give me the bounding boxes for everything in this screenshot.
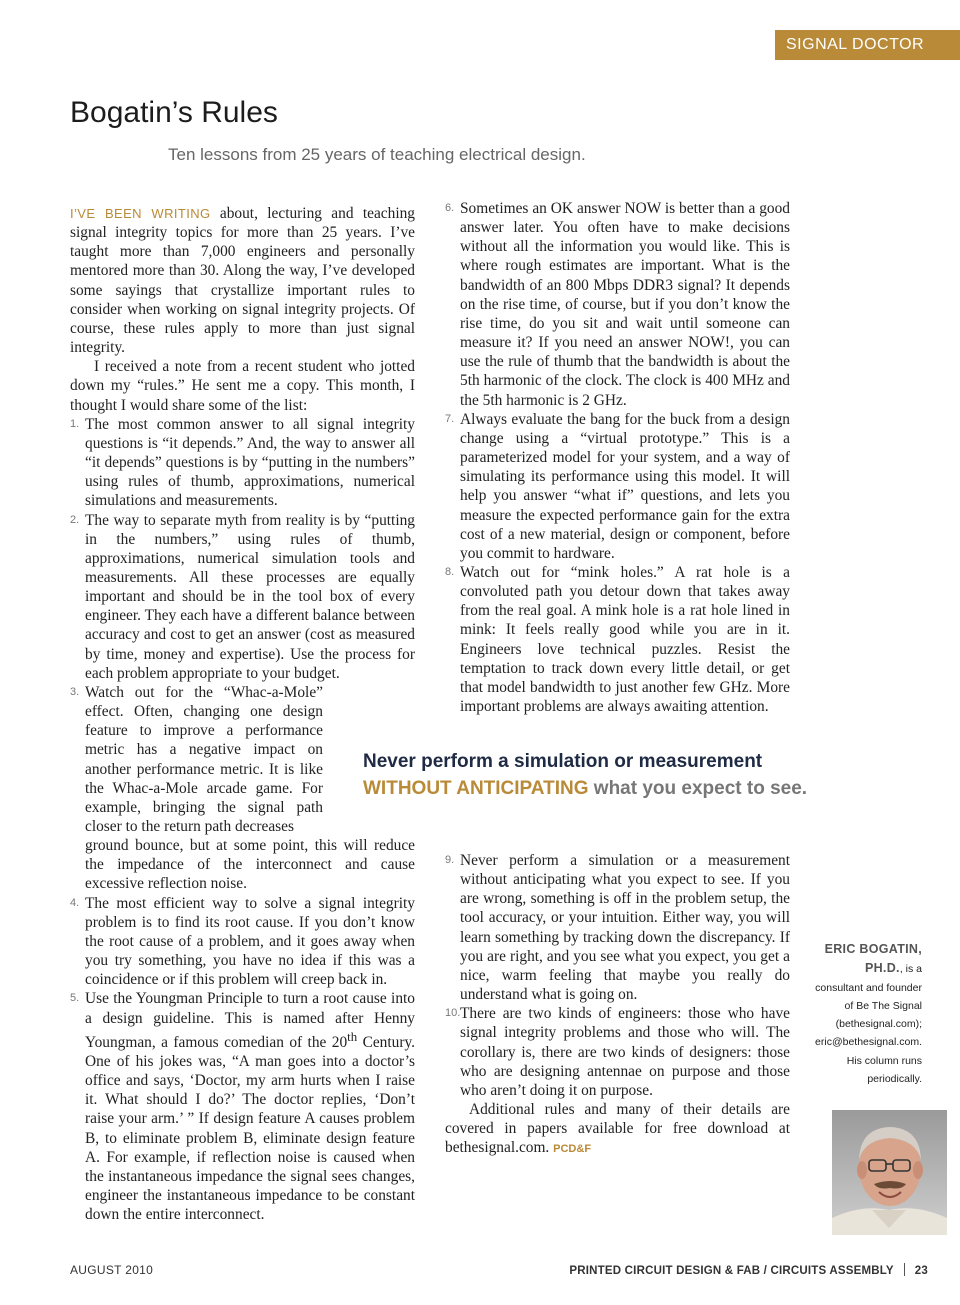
rule-2: 2. The way to separate myth from reality is by “putting in the numbers,” using rules of thumb, approximations, numerical simulation tools and measurements. All these processes are equally important and should be in the tool box of every engineer. They each have a different balance between accuracy and cost to get an answer (cost as measured by time, money and expertise). Use the process for each problem appropriate to your budget. bbox=[70, 511, 415, 682]
section-banner: SIGNAL DOCTOR bbox=[775, 30, 960, 60]
rule-number: 8. bbox=[445, 565, 455, 578]
rule-8: 8. Watch out for “mink holes.” A rat hole is a convoluted path you detour down that takes away from the real goal. A mink hole is a rat hole lined in mink: It feels really good while you are in it. Engineers love technical puzzles. Resist the temptation to track down every little detail, or get that model bandwidth to just another few GHz. More important problems are always awaiting attention. bbox=[445, 563, 790, 716]
column-right-bottom bbox=[445, 851, 790, 1160]
lead-in: I’VE BEEN WRITING bbox=[70, 206, 211, 221]
intro-paragraph: I’VE BEEN WRITING about, lecturing and teaching signal integrity topics for more than 25 years. I’ve taught more than 7,000 engineers and personally mentored more than 30. Along the way, I’ve developed some sayings that crystallize important rules to consider when working on signal integrity projects. Of course, these rules apply to more than just signal integrity. bbox=[70, 205, 415, 357]
author-name: ERIC BOGATIN, PH.D. bbox=[824, 942, 922, 976]
author-photo bbox=[832, 1110, 947, 1235]
rule-4: 4. The most efficient way to solve a signal integrity problem is to find its root cause. If you don’t know the root cause of a problem, and it goes away when you try something, you have no idea if this was a coincidence or if this problem will creep back in. bbox=[70, 894, 415, 989]
rule-number: 4. bbox=[70, 896, 80, 909]
pull-quote-accent: WITHOUT ANTICIPATING bbox=[363, 778, 589, 799]
intro-paragraph-2: I received a note from a recent student who jotted down my “rules.” He sent me a copy. This month, I thought I would share some of the list: bbox=[70, 358, 415, 414]
page-number: 23 bbox=[914, 1265, 928, 1277]
article-subtitle: Ten lessons from 25 years of teaching electrical design. bbox=[168, 145, 586, 164]
rule-9: 9. Never perform a simulation or a measurement without anticipating what you expect to see. If you are wrong, something is off in the problem setup, the tool accuracy, or your intuition. Either way, you will learn something by tracking down the discrepancy. If you are right, and you see what you expect, you get a nice, warm feeling that maybe you really do understand what is going on. bbox=[445, 852, 790, 1004]
rule-number: 10. bbox=[445, 1007, 461, 1020]
rule-6: 6. Sometimes an OK answer NOW is better than a good answer later. You often have to make decisions without all the information you would like. This is where rough estimates are important. What is the bandwidth of an 800 Mbps DDR3 signal? It depends on the rise time, of course, but if you don’t know the rise time, do you sit and wait until someone can measure it? If you need an answer NOW!, you can use the rule of thumb that the bandwidth is about the 5th harmonic of the clock. The clock is 400 MHz and the 5th harmonic is 2 GHz. bbox=[445, 200, 790, 409]
closing-paragraph: Additional rules and many of their details are covered in papers available for free download at bethesignal.com. PCD&F bbox=[445, 1101, 790, 1157]
footer-divider bbox=[904, 1263, 905, 1276]
pull-quote: Never perform a simulation or measurement WITHOUT ANTICIPATING what you expect to see. bbox=[363, 751, 808, 799]
rule-3: 3. Watch out for the “Whac-a-Mole” effect. Often, changing one design feature to improve a performance metric has a negative impact on another performance metric. It is like the Whac-a-Mole arcade game. For example, bringing the signal path closer to the return path decreases ground bounce, but at some point, this will reduce the impedance of the interconnect and cause excessive reflection noise. bbox=[70, 683, 415, 893]
rule-number: 3. bbox=[70, 685, 80, 698]
column-right-top bbox=[445, 199, 790, 716]
signoff: PCD&F bbox=[553, 1143, 592, 1156]
rule-7: 7. Always evaluate the bang for the buck from a design change using a “virtual prototype.” This is a parameterized model for your system, and a way of simulating its performance using this model. It will help you answer “what if” questions, and lets you measure the expected performance gain for the extra cost of a new material, design or component, before you commit to hardware. bbox=[445, 410, 790, 562]
rule-10: 10. There are two kinds of engineers: those who have signal integrity problems and those who will. The corollary is, there are two kinds of designers: those who are designing antennae on purpose and those who aren’t doing it on purpose. bbox=[445, 1005, 790, 1099]
article-title: Bogatin’s Rules bbox=[70, 96, 278, 129]
rule-1: 1. The most common answer to all signal integrity questions is “it depends.” And, the way to answer all “it depends” questions is by “putting in the numbers” using rules of thumb, approximations, numerical simulations and measurements. bbox=[70, 415, 415, 510]
rule-number: 1. bbox=[70, 417, 80, 430]
rule-5: 5. Use the Youngman Principle to turn a root cause into a design guideline. This is named after Henny Youngman, a famous comedian of the 20th Century. One of his jokes was, “A man goes into a doctor’s office and says, ‘Doctor, my arm hurts when I raise it. What should I do?’ The doctor replies, ‘Don’t raise your arm.’ ” If design feature A causes problem B, to eliminate problem B, eliminate design feature A. For example, if reflection noise is caused when the instantaneous impedance the signal sees changes, engineer the instantaneous impedance to be constant down the entire interconnect. bbox=[70, 990, 416, 1224]
footer-publication: PRINTED CIRCUIT DESIGN & FAB / CIRCUITS ASSEMBLY 23 bbox=[569, 1265, 928, 1277]
rule-number: 5. bbox=[70, 992, 80, 1005]
column-left bbox=[70, 204, 415, 1224]
rule-number: 7. bbox=[445, 412, 455, 425]
author-bio: ERIC BOGATIN, PH.D., is a consultant and founder of Be The Signal (bethesignal.com); eric@bethesignal.com. His column runs periodically. bbox=[815, 942, 922, 1086]
rule-number: 6. bbox=[445, 202, 455, 214]
footer-date: AUGUST 2010 bbox=[70, 1263, 154, 1277]
rule-number: 9. bbox=[445, 854, 455, 866]
rule-number: 2. bbox=[70, 513, 80, 526]
